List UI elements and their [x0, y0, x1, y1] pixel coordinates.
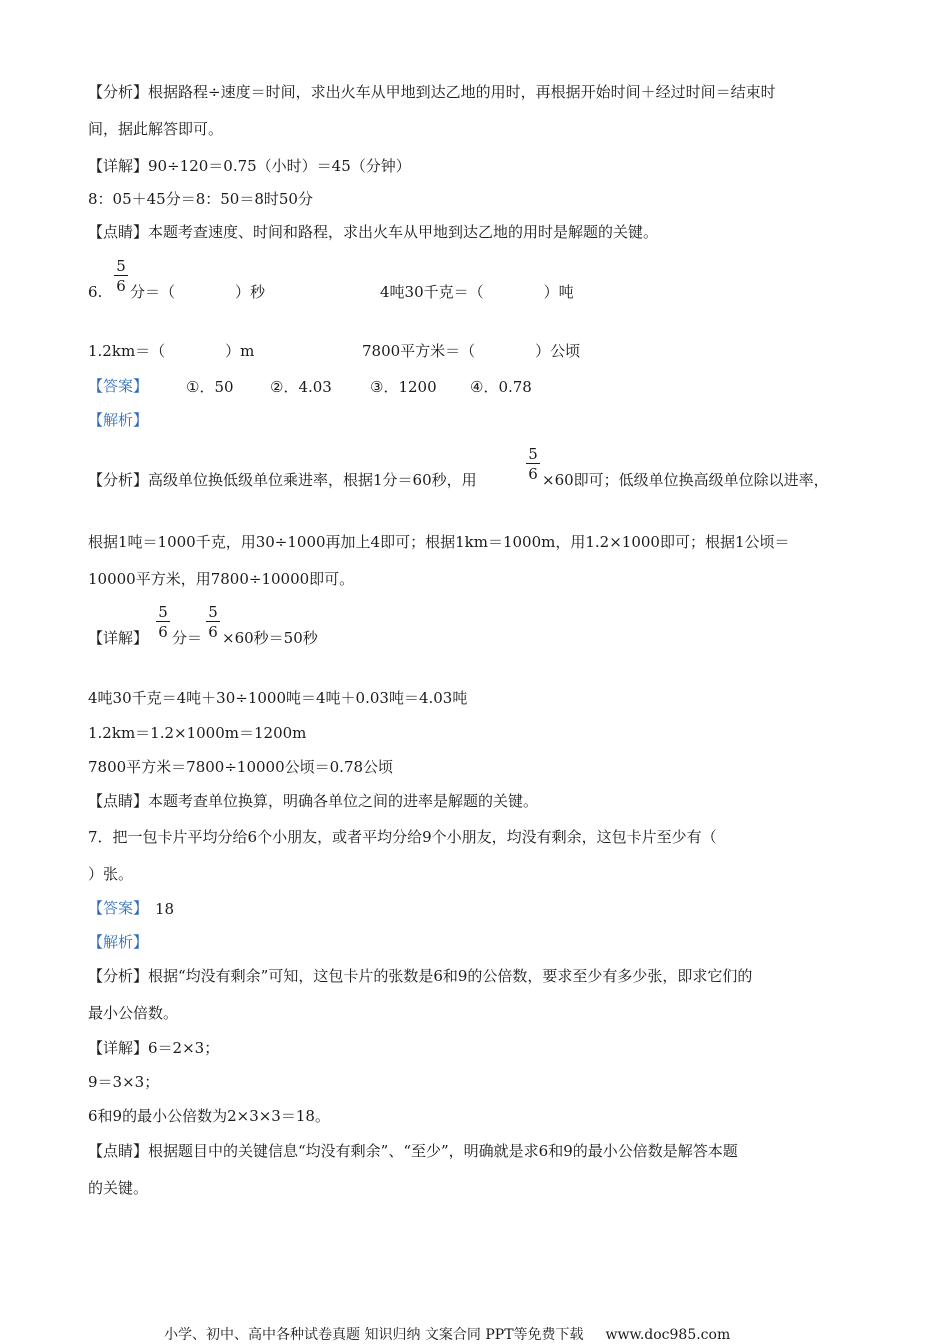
fraction-numerator: 5	[156, 604, 170, 622]
q6-number: 6.	[88, 283, 103, 301]
q6-item-2: 4吨30千克＝（ ）吨	[380, 283, 574, 301]
fraction-denominator: 6	[116, 277, 126, 295]
q6-detail-line-3: 1.2km＝1.2×1000m＝1200m	[88, 724, 307, 742]
q7-detail-line-1: 【详解】6＝2×3；	[88, 1039, 220, 1057]
prev-point: 【点睛】本题考查速度、时间和路程，求出火车从甲地到达乙地的用时是解题的关键。	[88, 223, 659, 241]
q6-detail-fraction-2	[206, 604, 220, 640]
q6-analysis-fraction	[526, 446, 540, 482]
prev-analysis-line-2: 间，据此解答即可。	[88, 120, 224, 138]
q6-detail-line-4: 7800平方米＝7800÷10000公顷＝0.78公顷	[88, 758, 394, 776]
fraction-denominator: 6	[208, 623, 218, 641]
q6-item-1: 分＝（ ）秒	[130, 283, 266, 301]
q6-detail-fraction-1	[156, 604, 170, 640]
q6-detail-line-1b: ×60秒＝50秒	[222, 629, 318, 647]
q6-detail-line-1a: 分＝	[172, 629, 203, 647]
prev-detail-line-1: 【详解】90÷120＝0.75（小时）＝45（分钟）	[88, 157, 411, 175]
q6-answer-tag: 【答案】	[88, 377, 149, 395]
q6-item-4: 7800平方米＝（ ）公顷	[362, 342, 581, 360]
page-footer	[164, 1324, 730, 1344]
q7-question-line-2: ）张。	[88, 865, 134, 883]
q6-analysis-line-1b: ×60即可；低级单位换高级单位除以进率，	[542, 471, 829, 489]
q6-detail-tag: 【详解】	[88, 629, 149, 647]
footer-url[interactable]: www.doc985.com	[605, 1327, 731, 1343]
q6-analysis-line-2: 根据1吨＝1000千克，用30÷1000再加上4即可；根据1km＝1000m，用1.2×1000即可；根据1公顷＝	[88, 533, 790, 551]
q7-answer-tag: 【答案】	[88, 899, 149, 917]
fraction-numerator: 5	[526, 446, 540, 464]
q6-analysis-line-3: 10000平方米，用7800÷10000即可。	[88, 570, 355, 588]
q7-analysis-line-1: 【分析】根据“均没有剩余”可知，这包卡片的张数是6和9的公倍数，要求至少有多少张，即求它们的	[88, 967, 753, 985]
q7-analysis-line-2: 最小公倍数。	[88, 1004, 179, 1022]
q6-answer-3: ③．1200	[370, 378, 437, 396]
q7-jiexi-tag: 【解析】	[88, 933, 149, 951]
prev-analysis-line-1: 【分析】根据路程÷速度＝时间，求出火车从甲地到达乙地的用时，再根据开始时间＋经过时间＝结束时	[88, 83, 776, 101]
q6-item-3: 1.2km＝（ ）m	[88, 342, 255, 360]
q7-question-line-1: 7．把一包卡片平均分给6个小朋友，或者平均分给9个小朋友，均没有剩余，这包卡片至少有（	[88, 828, 717, 846]
q6-answer-4: ④．0.78	[470, 378, 532, 396]
fraction-denominator: 6	[158, 623, 168, 641]
footer-text: 小学、初中、高中各种试卷真题 知识归纳 文案合同 PPT等免费下载	[164, 1327, 584, 1343]
q6-jiexi-tag: 【解析】	[88, 411, 149, 429]
fraction-denominator: 6	[528, 465, 538, 483]
q7-point-line-2: 的关键。	[88, 1179, 149, 1197]
q6-fraction	[114, 258, 128, 294]
q6-point: 【点睛】本题考查单位换算，明确各单位之间的进率是解题的关键。	[88, 792, 539, 810]
prev-detail-line-2: 8：05＋45分＝8：50＝8时50分	[88, 190, 313, 208]
q6-detail-line-2: 4吨30千克＝4吨＋30÷1000吨＝4吨＋0.03吨＝4.03吨	[88, 689, 468, 707]
fraction-numerator: 5	[206, 604, 220, 622]
q7-detail-line-2: 9＝3×3；	[88, 1073, 160, 1091]
q7-detail-line-3: 6和9的最小公倍数为2×3×3＝18。	[88, 1107, 330, 1125]
q6-answer-1: ①．50	[186, 378, 234, 396]
q7-point-line-1: 【点睛】根据题目中的关键信息“均没有剩余”、“至少”，明确就是求6和9的最小公倍数是解答本题	[88, 1142, 738, 1160]
fraction-numerator: 5	[114, 258, 128, 276]
q6-answer-2: ②．4.03	[270, 378, 332, 396]
q6-analysis-line-1a: 【分析】高级单位换低级单位乘进率，根据1分＝60秒，用	[88, 471, 477, 489]
q7-answer: 18	[155, 900, 175, 918]
